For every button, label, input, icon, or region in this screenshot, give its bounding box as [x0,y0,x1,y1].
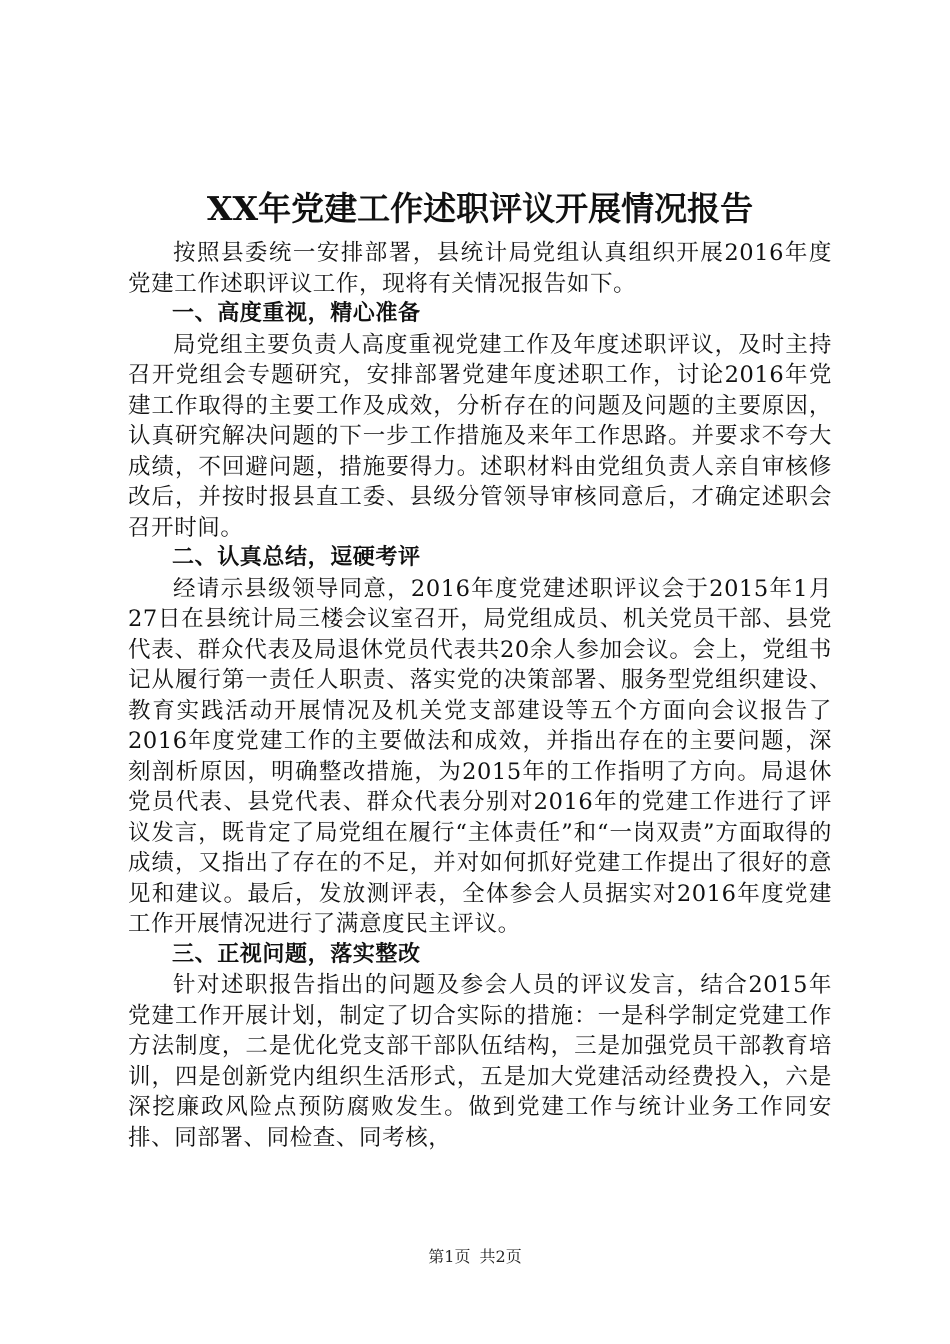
section-1-heading: 一、高度重视，精心准备 [172,301,421,326]
document-page [128,180,832,1153]
section-3-heading: 三、正视问题，落实整改 [172,941,421,967]
page-footer: 第1页 共2页 [428,1247,522,1266]
section-2-body: 经请示县级领导同意，2016年度党建述职评议会于2015年1月27日在县统计局三楼会议室召开，局党组成员、机关党员干部、县党代表、群众代表及局退休党员代表共20余人参加会议。会上，党组书记从履行第一责任人职责、落实党的决策部署、服务型党组织建设、教育实践活动开展情况及机关党支部建设等五个方面向会议报告了2016年度党建工作的主要做法和成效，并指出存在的主要问题，深刻剖析原因，明确整改措施，为2015年的工作指明了方向。局退休党员代表、县党代表、群众代表分别对2016年的党建工作进行了评议发言，既肯定了局党组在履行“主体责任”和“一岗双责”方面取得的成绩，又指出了存在的不足，并对如何抓好党建工作提出了很好的意见和建议。最后，发放测评表，全体参会人员据实对2016年度党建工作开展情况进行了满意度民主评议。 [128,575,832,937]
section-2-heading: 二、认真总结，逗硬考评 [172,545,421,570]
section-3-body: 针对述职报告指出的问题及参会人员的评议发言，结合2015年党建工作开展计划，制定了切合实际的措施：一是科学制定党建工作方法制度，二是优化党支部干部队伍结构，三是加强党员干部教育培训，四是创新党内组织生活形式，五是加大党建活动经费投入，六是深挖廉政风险点预防腐败发生。做到党建工作与统计业务工作同安排、同部署、同检查、同考核， [128,972,832,1151]
section-1-body: 局党组主要负责人高度重视党建工作及年度述职评议，及时主持召开党组会专题研究，安排部署党建年度述职工作，讨论2016年党建工作取得的主要工作及成效，分析存在的问题及问题的主要原因，认真研究解决问题的下一步工作措施及来年工作思路。并要求不夸大成绩，不回避问题，措施要得力。述职材料由党组负责人亲自审核修改后，并按时报县直工委、县级分管领导审核同意后，才确定述职会召开时间。 [128,331,832,541]
intro-paragraph: 按照县委统一安排部署，县统计局党组认真组织开展2016年度党建工作述职评议工作，现将有关情况报告如下。 [128,240,832,297]
document-title: XX年党建工作述职评议开展情况报告 [206,189,754,228]
